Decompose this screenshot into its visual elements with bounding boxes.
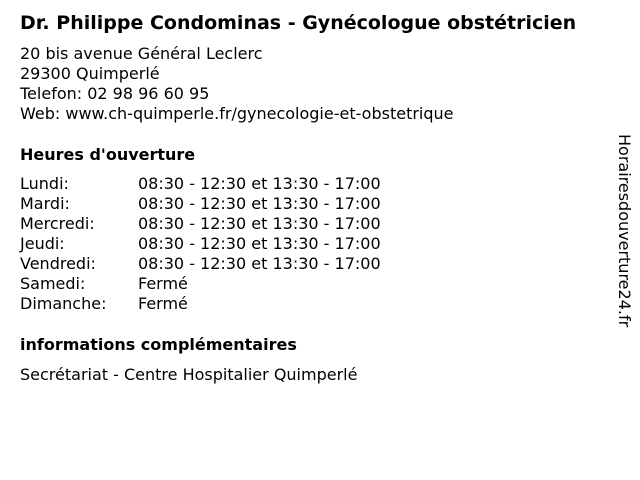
day-label: Mardi: xyxy=(20,194,70,213)
time-value: 08:30 - 12:30 et 13:30 - 17:00 xyxy=(138,254,381,273)
day-label: Jeudi: xyxy=(20,234,65,253)
day-label: Dimanche: xyxy=(20,294,107,313)
hours-row-saturday xyxy=(20,274,381,294)
day-label: Vendredi: xyxy=(20,254,96,273)
info-heading: informations complémentaires xyxy=(20,335,297,354)
page-title: Dr. Philippe Condominas - Gynécologue obstétricien xyxy=(20,12,577,34)
address-block xyxy=(20,44,454,124)
phone-number: Telefon: 02 98 96 60 95 xyxy=(20,84,210,103)
info-text: Secrétariat - Centre Hospitalier Quimperlé xyxy=(20,365,358,384)
hours-row-monday xyxy=(20,174,381,194)
site-watermark: Horairesdouverture24.fr xyxy=(615,134,634,328)
time-value: 08:30 - 12:30 et 13:30 - 17:00 xyxy=(138,234,381,253)
hours-row-friday xyxy=(20,254,381,274)
time-value: Fermé xyxy=(138,294,188,313)
time-value: 08:30 - 12:30 et 13:30 - 17:00 xyxy=(138,174,381,193)
day-label: Lundi: xyxy=(20,174,69,193)
address-city: 29300 Quimperlé xyxy=(20,64,160,83)
address-street: 20 bis avenue Général Leclerc xyxy=(20,44,263,63)
day-label: Samedi: xyxy=(20,274,86,293)
time-value: Fermé xyxy=(138,274,188,293)
hours-row-tuesday xyxy=(20,194,381,214)
hours-row-wednesday xyxy=(20,214,381,234)
hours-row-thursday xyxy=(20,234,381,254)
hours-row-sunday xyxy=(20,294,381,314)
website-link[interactable]: Web: www.ch-quimperle.fr/gynecologie-et-obstetrique xyxy=(20,104,454,123)
time-value: 08:30 - 12:30 et 13:30 - 17:00 xyxy=(138,214,381,233)
time-value: 08:30 - 12:30 et 13:30 - 17:00 xyxy=(138,194,381,213)
day-label: Mercredi: xyxy=(20,214,95,233)
hours-heading: Heures d'ouverture xyxy=(20,145,196,164)
opening-hours-table xyxy=(20,174,381,314)
